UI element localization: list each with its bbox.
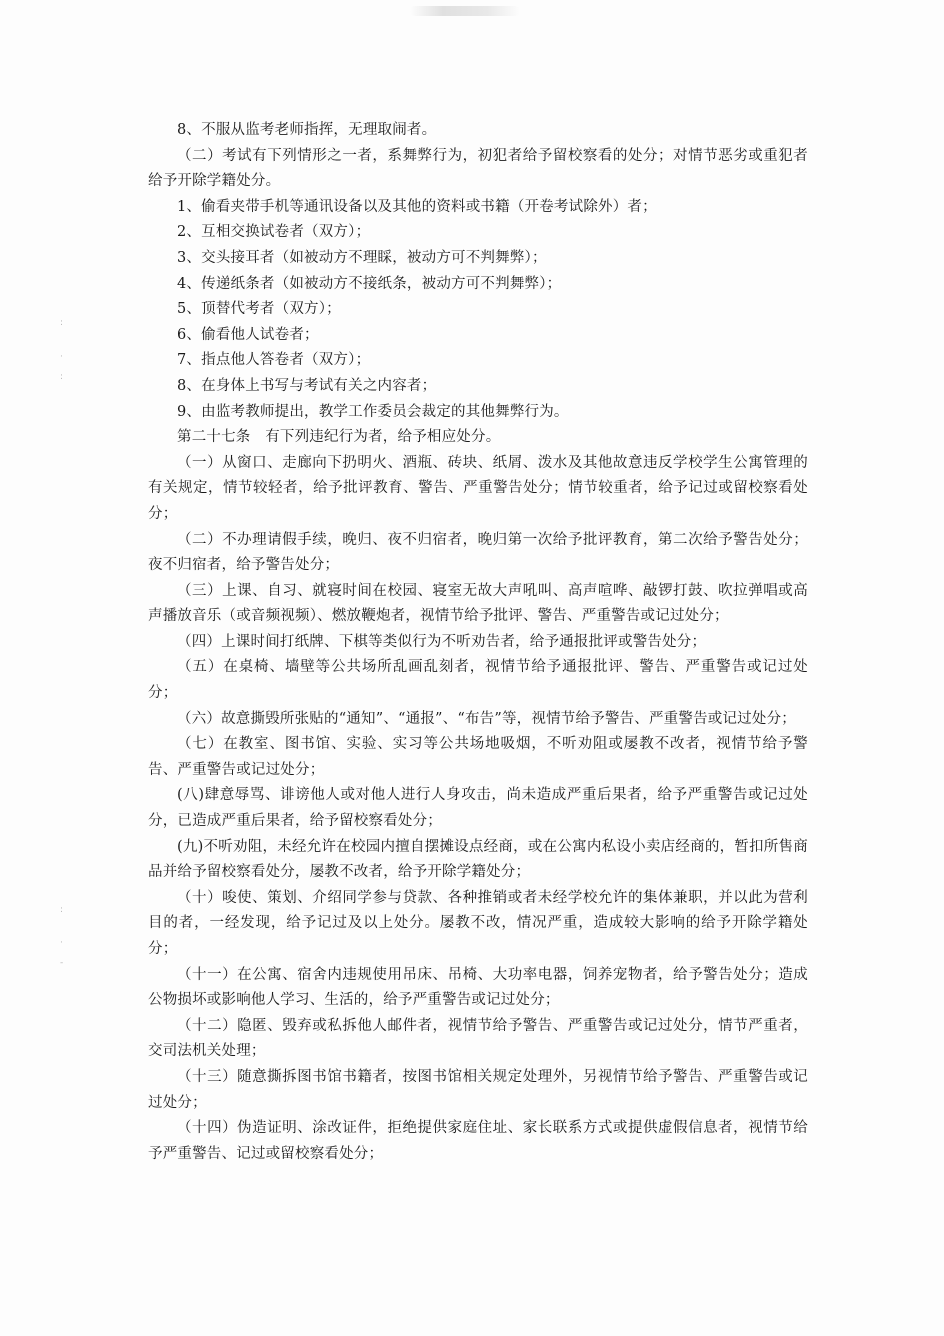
paragraph: （十三）随意撕拆图书馆书籍者，按图书馆相关规定处理外，另视情节给予警告、严重警告或记过处分； <box>148 1068 808 1111</box>
paragraph: (九)不听劝阻，未经允许在校园内擅自摆摊设点经商，或在公寓内私设小卖店经商的，暂扣所售商品并给予留校察看处分，屡教不改者，给予开除学籍处分； <box>148 838 808 881</box>
paragraph: （一）从窗口、走廊向下扔明火、酒瓶、砖块、纸屑、泼水及其他故意违反学校学生公寓管理的有关规定，情节较轻者，给予批评教育、警告、严重警告处分；情节较重者，给予记过或留校察看处分； <box>148 454 808 522</box>
binding-hole-mark: : <box>60 372 64 382</box>
paragraph: （十）唆使、策划、介绍同学参与贷款、各种推销或者未经学校允许的集体兼职，并以此为营利目的者，一经发现，给予记过及以上处分。屡教不改，情况严重，造成较大影响的给予开除学籍处分； <box>148 889 808 957</box>
list-item: 1、偷看夹带手机等通讯设备以及其他的资料或书籍（开卷考试除外）者； <box>177 198 657 215</box>
paragraph: （十一）在公寓、宿舍内违规使用吊床、吊椅、大功率电器，饲养宠物者，给予警告处分；造成公物损坏或影响他人学习、生活的，给予严重警告或记过处分； <box>148 966 808 1009</box>
paragraph: （五）在桌椅、墙壁等公共场所乱画乱刻者，视情节给予通报批评、警告、严重警告或记过处分； <box>148 659 808 702</box>
paragraph: （六）故意撕毁所张贴的“通知”、“通报”、“布告”等，视情节给予警告、严重警告或记过处分； <box>177 710 796 727</box>
paragraph: （二）不办理请假手续，晚归、夜不归宿者，晚归第一次给予批评教育，第二次给予警告处分；夜不归宿者，给予警告处分； <box>148 531 808 574</box>
paragraph: （二）考试有下列情形之一者，系舞弊行为，初犯者给予留校察看的处分；对情节恶劣或重犯者给予开除学籍处分。 <box>148 147 808 190</box>
binding-hole-mark: · <box>60 938 63 948</box>
list-item: 3、交头接耳者（如被动方不理睬，被动方可不判舞弊）； <box>177 249 547 266</box>
paragraph: （七）在教室、图书馆、实验、实习等公共场地吸烟，不听劝阻或屡教不改者，视情节给予警告、严重警告或记过处分； <box>148 736 808 778</box>
paragraph: （十四）伪造证明、涂改证件，拒绝提供家庭住址、家长联系方式或提供虚假信息者，视情节给予严重警告、记过或留校察看处分； <box>148 1120 808 1162</box>
list-item: 2、互相交换试卷者（双方）； <box>177 224 371 241</box>
list-item: 6、偷看他人试卷者； <box>177 326 319 343</box>
binding-hole-mark: - <box>60 958 64 968</box>
binding-hole-mark: : <box>60 905 64 915</box>
paragraph: （四）上课时间打纸牌、下棋等类似行为不听劝告者，给予通报批评或警告处分； <box>177 633 707 650</box>
list-item: 9、由监考教师提出，教学工作委员会裁定的其他舞弊行为。 <box>177 403 569 420</box>
paragraph: （三）上课、自习、就寝时间在校园、寝室无故大声吼叫、高声喧哗、敲锣打鼓、吹拉弹唱或高声播放音乐（或音频视频）、燃放鞭炮者，视情节给予批评、警告、严重警告或记过处分； <box>148 582 808 625</box>
list-item: 4、传递纸条者（如被动方不接纸条，被动方可不判舞弊）； <box>177 275 562 292</box>
binding-hole-mark: · <box>60 352 63 362</box>
article-heading: 第二十七条 有下列违纪行为者，给予相应处分。 <box>177 429 501 446</box>
scan-smudge <box>410 6 520 16</box>
list-item: 5、顶替代考者（双方）； <box>177 301 341 318</box>
binding-hole-mark: : <box>60 318 64 328</box>
paragraph: 8、不服从监考老师指挥，无理取闹者。 <box>177 122 437 138</box>
list-item: 8、在身体上书写与考试有关之内容者； <box>177 377 437 394</box>
document-body <box>148 118 808 1167</box>
paragraph: (八)肆意辱骂、诽谤他人或对他人进行人身攻击，尚未造成严重后果者，给予严重警告或记过处分，已造成严重后果者，给予留校察看处分； <box>148 787 808 830</box>
paragraph: （十二）隐匿、毁弃或私拆他人邮件者，视情节给予警告、严重警告或记过处分，情节严重者，交司法机关处理； <box>148 1017 808 1060</box>
list-item: 7、指点他人答卷者（双方）； <box>177 352 371 369</box>
